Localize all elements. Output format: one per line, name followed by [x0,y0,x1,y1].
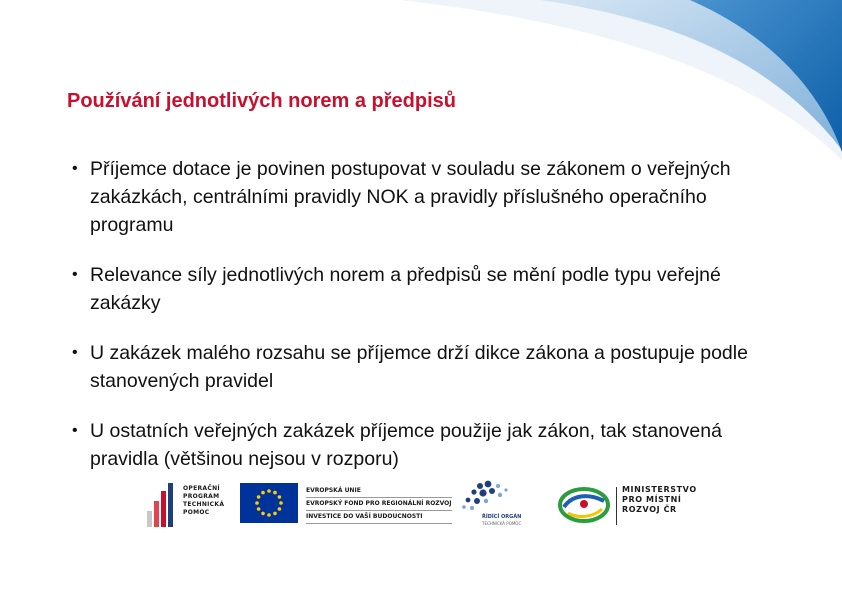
op-logo-line: OPERAČNÍ [183,485,220,492]
eu-logo [240,483,452,527]
logo-strip [140,480,710,530]
eu-logo-line: EVROPSKÁ UNIE [306,485,452,498]
ministry-logo-line: ROZVOJ ČR [622,505,677,514]
ministry-logo-line: PRO MÍSTNÍ [622,495,682,504]
op-logo-text [183,485,224,517]
managing-authority-logo [460,480,540,530]
eu-logo-line: INVESTICE DO VAŠÍ BUDOUCNOSTI [306,511,452,524]
op-technical-assistance-logo [145,483,235,527]
bullet-item: • U ostatních veřejných zakázek příjemce použije jak zákon, tak stanovená pravidla (většinou nejsou v rozporu) [72,417,782,473]
ministry-logo-divider [616,487,617,525]
eu-flag-icon [240,483,298,523]
ministry-logo-text [622,485,697,515]
eu-logo-line: EVROPSKÝ FOND PRO REGIONÁLNÍ ROZVOJ [306,498,452,511]
bullet-item: • Příjemce dotace je povinen postupovat v souladu se zákonem o veřejných zakázkách, centrálními pravidly NOK a pravidly příslušného operačního programu [72,155,782,239]
op-logo-line: TECHNICKÁ [183,501,225,508]
ministry-logo-line: MINISTERSTVO [622,485,697,494]
corner-swoosh-decoration [0,0,842,160]
op-logo-line: POMOC [183,509,210,516]
op-logo-line: PROGRAM [183,493,220,500]
bullet-item: • Relevance síly jednotlivých norem a předpisů se mění podle typu veřejné zakázky [72,261,782,317]
bullet-list [72,155,782,495]
ministry-logo [558,485,703,527]
managing-authority-name: ŘÍDÍCÍ ORGÁN [482,514,522,520]
eu-logo-text [306,485,452,524]
bullet-item: • U zakázek malého rozsahu se příjemce drží dikce zákona a postupuje podle stanovených pravidel [72,339,782,395]
slide-title: Používání jednotlivých norem a předpisů [67,90,456,112]
bar-chart-logo-icon [145,483,175,527]
dots-logo-icon [460,480,540,518]
managing-authority-subtitle: TECHNICKÁ POMOC [482,521,522,526]
ministry-emblem-icon [558,485,610,525]
